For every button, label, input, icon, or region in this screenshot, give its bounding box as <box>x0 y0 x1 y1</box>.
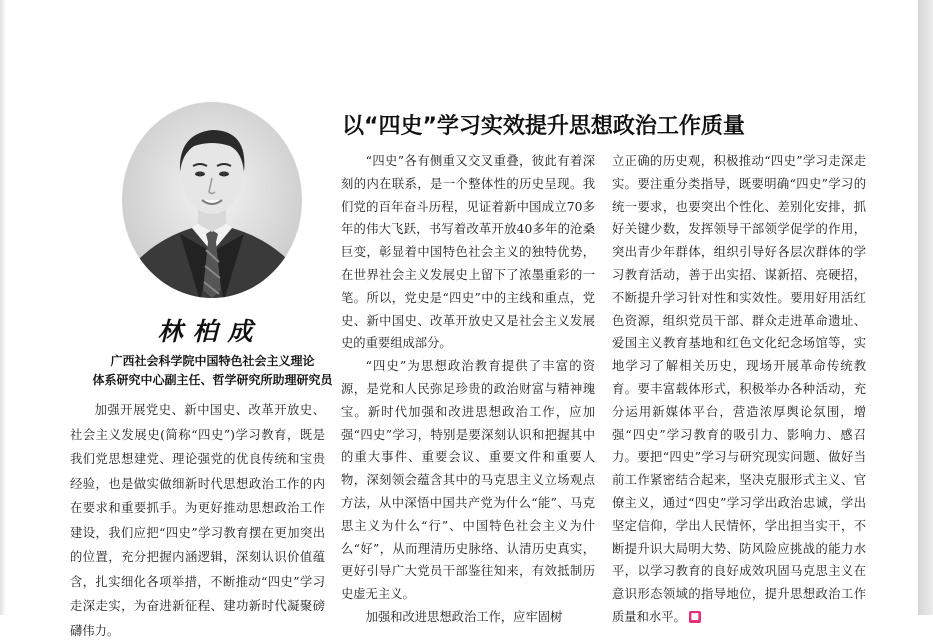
author-affiliation <box>70 352 355 390</box>
page-gutter-right <box>918 0 933 615</box>
article-column-2 <box>341 150 595 629</box>
body-paragraph: “四史”各有侧重又交叉重叠，彼此有着深刻的内在联系，是一个整体性的历史呈现。我们党的百年奋斗历程，见证着新中国成立70多年的伟大飞跃，书写着改革开放40多年的沧桑巨变，彰显着中国特色社会主义的独特优势，在世界社会主义发展史上留下了浓墨重彩的一笔。所以，党史是“四史”中的主线和重点，党史、新中国史、改革开放史又是社会主义发展史的重要组成部分。 <box>341 154 595 351</box>
article-column-3 <box>612 150 866 629</box>
article-title: 以“四史”学习实效提升思想政治工作质量 <box>342 114 745 139</box>
body-paragraph-text: 立正确的历史观，积极推动“四史”学习走深走实。要注重分类指导，既要明确“四史”学习的统一要求，也要突出个性化、差别化安排，抓好关键少数，发挥领导干部领学促学的作用，突出青少年群体，组织引导好各层次群体的学习教育活动，善于出实招、谋新招、亮硬招，不断提升学习针对性和实效性。要用好用活红色资源，组织党员干部、群众走进革命遗址、爱国主义教育基地和红色文化纪念场馆等，实地学习了解相关历史，现场开展革命传统教育。要丰富载体形式，积极举办各种活动，充分运用新媒体平台，营造浓厚舆论氛围，增强“四史”学习教育的吸引力、影响力、感召力。要把“四史”学习与研究现实问题、做好当前工作紧密结合起来，坚决克服形式主义、官僚主义，通过“四史”学习学出政治忠诚，学出坚定信仰，学出人民情怀，学出担当实干，不断提升识大局明大势、防风险应挑战的能力水平，以学习教育的良好成效巩固马克思主义在意识形态领域的指导地位，提升思想政治工作质量和水平。 <box>612 154 866 624</box>
end-mark-icon: ■ <box>690 612 700 623</box>
body-paragraph: 加强和改进思想政治工作，应牢固树 <box>365 609 563 624</box>
author-signature: 林柏成 <box>157 317 263 346</box>
author-portrait <box>120 100 305 300</box>
body-paragraph <box>612 150 866 629</box>
author-affiliation-line1: 广西社会科学院中国特色社会主义理论 <box>110 354 315 368</box>
author-affiliation-line2: 体系研究中心副主任、哲学研究所助理研究员 <box>92 373 333 387</box>
body-paragraph: “四史”为思想政治教育提供了丰富的资源，是党和人民弥足珍贵的政治财富与精神瑰宝。新时代加强和改进思想政治工作，应加强“四史”学习，特别是要深刻认识和把握其中的重大事件、重要会议、重要文件和重要人物，深刻领会蕴含其中的马克思主义立场观点方法，从中深悟中国共产党为什么“能”、马克思主义为什么“行”、中国特色社会主义为什么“好”，从而理清历史脉络、认清历史真实，更好引导广大党员干部鉴往知来，有效抵制历史虚无主义。 <box>341 359 595 602</box>
page-gutter-left <box>0 0 6 615</box>
intro-paragraph: 加强开展党史、新中国史、改革开放史、社会主义发展史(简称“四史”)学习教育，既是我们党思想建党、理论强党的优良传统和宝贵经验，也是做实做细新时代思想政治工作的内在要求和重要抓手。为更好推动思想政治工作建设，我们应把“四史”学习教育摆在更加突出的位置，充分把握内涵逻辑，深刻认识价值蕴含，扎实细化各项举措，不断推动“四史”学习走深走实，为奋进新征程、建功新时代凝聚磅礴伟力。 <box>70 403 325 638</box>
